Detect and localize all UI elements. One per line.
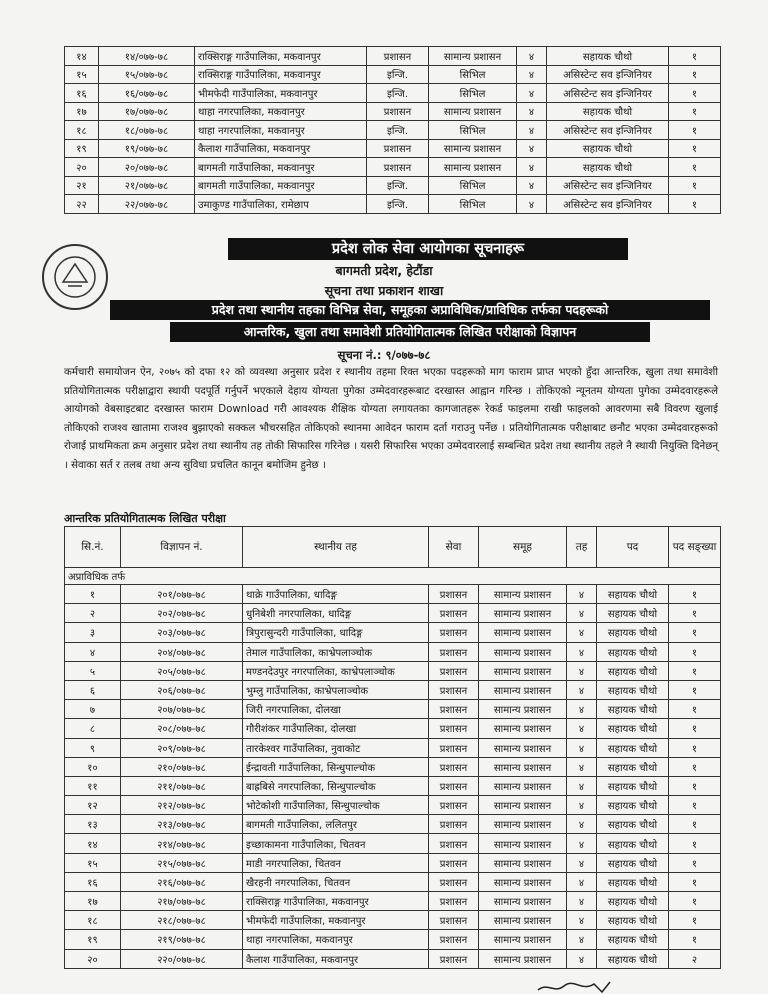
table-cell: इन्जि. (367, 65, 429, 84)
table-cell: बागमती गाउँपालिका, ललितपुर (243, 815, 429, 834)
table-cell: सहायक चौथो (597, 834, 669, 853)
table-cell: बागमती गाउँपालिका, मकवानपुर (195, 176, 367, 195)
table-cell: सहायक चौथो (547, 158, 669, 177)
table-cell: इन्जि. (367, 84, 429, 103)
table-cell: १५ (65, 853, 121, 872)
table-cell: १ (669, 158, 721, 177)
table-cell: १ (669, 815, 721, 834)
section-label: आन्तरिक प्रतियोगितात्मक लिखित परीक्षा (64, 512, 226, 525)
table-cell: सहायक चौथो (597, 623, 669, 642)
table-cell: २२/०७७-७८ (99, 195, 195, 214)
table-cell: २१६/०७७-७८ (121, 872, 243, 891)
table-row (65, 776, 721, 795)
table-cell: इच्छाकामना गाउँपालिका, चितवन (243, 834, 429, 853)
table-cell: सामान्य प्रशासन (479, 661, 567, 680)
notice-body-paragraph: कर्मचारी समायोजन ऐन, २०७५ को दफा १२ को व्यवस्था अनुसार प्रदेश र स्थानीय तहमा रिक्त भएका पदहरूको माग फाराम प्राप्त भएको हुँदा आन्तरिक, खुला तथा समावेशी प्रतियोगितात्मक परीक्षाद्वारा स्थायी पदपूर्ति गर्नुपर्ने भएकाले देहाय योग्यता पुगेका उम्मेदवारहरूबाट दरखास्त आह्वान गरिन्छ । तोकिएको न्यूनतम योग्यता पुगेका उम्मेदवारहरूले आयोगको वेबसाइटबाट दरखास्त फाराम Download गरी आवश्यक शैक्षिक योग्यता लगायतका कागजातहरू रेकर्ड फाइलमा राखी फाइलको आवरणमा सबै विवरण खुलाई तोकिएको राजश्व खातामा राजश्व बुझाएको सक्कल भौचरसहित तोकिएको स्थानमा आवेदन फाराम दर्ता गराउनु पर्नेछ । प्रतियोगितात्मक परीक्षाबाट छनौट भएका उम्मेदवारहरूको रोजाई प्राथमिकता क्रम अनुसार प्रदेश तथा स्थानीय तह तोकी सिफारिस गरिनेछ । यसरी सिफारिस भएका उम्मेदवारलाई सम्बन्धित प्रदेश तथा स्थानीय तहले नै स्थायी नियुक्ति दिनेछन् । सेवाका सर्त र तलब तथा अन्य सुविधा प्रचलित कानून बमोजिम हुनेछ । (64, 367, 718, 471)
table-cell: असिस्टेन्ट सव इन्जिनियर (547, 65, 669, 84)
table-cell: ४ (567, 604, 597, 623)
table-cell: सहायक चौथो (547, 102, 669, 121)
table-cell: प्रशासन (429, 834, 479, 853)
table-cell: सहायक चौथो (547, 47, 669, 66)
table-cell: १ (669, 872, 721, 891)
table-cell: तारकेश्वर गाउँपालिका, नुवाकोट (243, 738, 429, 757)
table-cell: सहायक चौथो (597, 930, 669, 949)
table-row (65, 815, 721, 834)
table-cell: बाह्रबिसे नगरपालिका, सिन्धुपाल्चोक (243, 776, 429, 795)
table-cell: १ (65, 585, 121, 604)
table-cell: सामान्य प्रशासन (479, 872, 567, 891)
table-row (65, 623, 721, 642)
table-cell: थाहा नगरपालिका, मकवानपुर (243, 930, 429, 949)
table-cell: सहायक चौथो (597, 585, 669, 604)
table-cell: राक्सिराङ्ग गाउँपालिका, मकवानपुर (195, 47, 367, 66)
signature-mark-icon (536, 980, 626, 994)
table-cell: इन्जि. (367, 195, 429, 214)
table-cell: सामान्य प्रशासन (479, 930, 567, 949)
table-cell: १ (669, 911, 721, 930)
table-row (65, 604, 721, 623)
table-cell: ४ (517, 47, 547, 66)
table-cell: १ (669, 195, 721, 214)
table-cell: ४ (567, 642, 597, 661)
table-cell: सहायक चौथो (597, 757, 669, 776)
table-cell: प्रशासन (367, 139, 429, 158)
table-cell: ४ (567, 738, 597, 757)
table-cell: १६ (65, 84, 99, 103)
table-cell: ४ (517, 176, 547, 195)
table-row (65, 661, 721, 680)
table-cell: १४ (65, 47, 99, 66)
table-cell: सिभिल (429, 65, 517, 84)
main-vacancy-table (64, 526, 721, 969)
column-header: पद (597, 527, 669, 568)
table-cell: सहायक चौथो (597, 853, 669, 872)
table-cell: सामान्य प्रशासन (479, 796, 567, 815)
table-cell: प्रशासन (429, 738, 479, 757)
table-row (65, 834, 721, 853)
heading-secondary: आन्तरिक, खुला तथा समावेशी प्रतियोगितात्मक लिखित परीक्षाको विज्ञापन (170, 322, 650, 342)
table-cell: ४ (567, 853, 597, 872)
table-cell: सामान्य प्रशासन (479, 738, 567, 757)
table-cell: सहायक चौथो (597, 796, 669, 815)
table-cell: सामान्य प्रशासन (479, 757, 567, 776)
table-cell: थाहा नगरपालिका, मकवानपुर (195, 121, 367, 140)
table-row (65, 47, 721, 66)
table-cell: २ (65, 604, 121, 623)
table-cell: १ (669, 102, 721, 121)
table-cell: २०५/०७७-७८ (121, 661, 243, 680)
table-cell: असिस्टेन्ट सव इन्जिनियर (547, 195, 669, 214)
table-cell: सामान्य प्रशासन (479, 604, 567, 623)
table-row (65, 700, 721, 719)
table-row (65, 796, 721, 815)
table-cell: जिरी नगरपालिका, दोलखा (243, 700, 429, 719)
table-cell: १ (669, 661, 721, 680)
table-cell: ४ (567, 930, 597, 949)
column-header: स्थानीय तह (243, 527, 429, 568)
table-cell: उमाकुण्ड गाउँपालिका, रामेछाप (195, 195, 367, 214)
top-continuation-table (64, 46, 721, 214)
table-cell: २१४/०७७-७८ (121, 834, 243, 853)
table-cell: धुनिबेशी नगरपालिका, धादिङ्ग (243, 604, 429, 623)
column-header: सि.नं. (65, 527, 121, 568)
table-cell: ४ (517, 102, 547, 121)
table-cell: प्रशासन (429, 815, 479, 834)
table-cell: माडी नगरपालिका, चितवन (243, 853, 429, 872)
notice-title: प्रदेश लोक सेवा आयोगका सूचनाहरू (228, 238, 628, 260)
table-cell: ईन्द्रावती गाउँपालिका, सिन्धुपाल्चोक (243, 757, 429, 776)
table-cell: सहायक चौथो (597, 700, 669, 719)
table-cell: १६/०७७-७८ (99, 84, 195, 103)
table-cell: प्रशासन (429, 796, 479, 815)
table-row (65, 680, 721, 699)
table-cell: भीमफेदी गाउँपालिका, मकवानपुर (195, 84, 367, 103)
column-header: सेवा (429, 527, 479, 568)
table-cell: सिभिल (429, 176, 517, 195)
table-cell: सहायक चौथो (597, 949, 669, 968)
table-row (65, 911, 721, 930)
table-cell: ४ (65, 642, 121, 661)
table-cell: १७/०७७-७८ (99, 102, 195, 121)
table-cell: सामान्य प्रशासन (479, 911, 567, 930)
table-cell: २०८/०७७-७८ (121, 719, 243, 738)
table-row (65, 892, 721, 911)
table-row (65, 719, 721, 738)
table-cell: कैलाश गाउँपालिका, मकवानपुर (195, 139, 367, 158)
table-cell: सामान्य प्रशासन (479, 853, 567, 872)
table-cell: २१९/०७७-७८ (121, 930, 243, 949)
table-row (65, 853, 721, 872)
table-cell: १ (669, 47, 721, 66)
table-cell: सामान्य प्रशासन (429, 102, 517, 121)
table-cell: सामान्य प्रशासन (479, 680, 567, 699)
table-cell: १३ (65, 815, 121, 834)
table-cell: असिस्टेन्ट सव इन्जिनियर (547, 121, 669, 140)
table-cell: इन्जि. (367, 121, 429, 140)
table-cell: १ (669, 719, 721, 738)
table-cell: प्रशासन (429, 700, 479, 719)
subheading-cell: अप्राविधिक तर्फ (65, 568, 721, 585)
table-cell: सहायक चौथो (597, 911, 669, 930)
table-cell: सामान्य प्रशासन (479, 892, 567, 911)
table-cell: सामान्य प्रशासन (479, 700, 567, 719)
table-cell: ४ (517, 139, 547, 158)
table-cell: १ (669, 892, 721, 911)
table-cell: १४/०७७-७८ (99, 47, 195, 66)
table-cell: सहायक चौथो (597, 642, 669, 661)
table-cell: प्रशासन (367, 47, 429, 66)
table-cell: भीमफेदी गाउँपालिका, मकवानपुर (243, 911, 429, 930)
table-cell: ३ (65, 623, 121, 642)
table-row (65, 642, 721, 661)
table-cell: १६ (65, 872, 121, 891)
table-cell: सामान्य प्रशासन (429, 139, 517, 158)
table-cell: १० (65, 757, 121, 776)
table-cell: १ (669, 604, 721, 623)
table-cell: सामान्य प्रशासन (429, 158, 517, 177)
table-cell: सामान्य प्रशासन (479, 815, 567, 834)
table-cell: १ (669, 700, 721, 719)
table-cell: थाक्रे गाउँपालिका, धादिङ्ग (243, 585, 429, 604)
table-cell: खैरहनी नगरपालिका, चितवन (243, 872, 429, 891)
table-cell: सहायक चौथो (597, 604, 669, 623)
table-cell: ४ (517, 121, 547, 140)
table-cell: इन्जि. (367, 176, 429, 195)
table-cell: ४ (567, 776, 597, 795)
table-cell: राक्सिराङ्ग गाउँपालिका, मकवानपुर (243, 892, 429, 911)
table-cell: सहायक चौथो (547, 139, 669, 158)
table-cell: प्रशासन (429, 949, 479, 968)
table-cell: सामान्य प्रशासन (479, 719, 567, 738)
table-row (65, 757, 721, 776)
table-cell: १ (669, 121, 721, 140)
table-cell: १८/०७७-७८ (99, 121, 195, 140)
table-cell: ५ (65, 661, 121, 680)
table-cell: सहायक चौथो (597, 872, 669, 891)
table-cell: सामान्य प्रशासन (479, 776, 567, 795)
table-cell: प्रशासन (429, 872, 479, 891)
table-cell: तेमाल गाउँपालिका, काभ्रेपलाञ्चोक (243, 642, 429, 661)
table-cell: ९ (65, 738, 121, 757)
table-cell: गौरीशंकर गाउँपालिका, दोलखा (243, 719, 429, 738)
table-cell: कैलाश गाउँपालिका, मकवानपुर (243, 949, 429, 968)
table-cell: १९/०७७-७८ (99, 139, 195, 158)
table-cell: सामान्य प्रशासन (429, 47, 517, 66)
table-cell: सहायक चौथो (597, 776, 669, 795)
branch-line: सूचना तथा प्रकाशन शाखा (324, 283, 444, 298)
table-cell: १८ (65, 911, 121, 930)
table-cell: सहायक चौथो (597, 680, 669, 699)
table-cell: असिस्टेन्ट सव इन्जिनियर (547, 176, 669, 195)
table-row (65, 738, 721, 757)
table-cell: ४ (517, 158, 547, 177)
table-cell: १७ (65, 102, 99, 121)
table-cell: बागमती गाउँपालिका, मकवानपुर (195, 158, 367, 177)
table-cell: प्रशासन (429, 604, 479, 623)
table-row (65, 930, 721, 949)
table-cell: २१०/०७७-७८ (121, 757, 243, 776)
table-cell: सामान्य प्रशासन (479, 834, 567, 853)
heading-primary: प्रदेश तथा स्थानीय तहका विभिन्न सेवा, समूहका अप्राविधिक/प्राविधिक तर्फका पदहरूको (110, 300, 710, 320)
table-cell: सहायक चौथो (597, 661, 669, 680)
table-cell: ४ (567, 700, 597, 719)
table-cell: २११/०७७-७८ (121, 776, 243, 795)
table-cell: १२ (65, 796, 121, 815)
table-cell: १९ (65, 930, 121, 949)
table-cell: ४ (567, 949, 597, 968)
table-cell: सहायक चौथो (597, 815, 669, 834)
table-cell: २० (65, 158, 99, 177)
table-cell: प्रशासन (429, 680, 479, 699)
table-cell: ४ (567, 834, 597, 853)
table-cell: प्रशासन (429, 757, 479, 776)
table-cell: ४ (567, 719, 597, 738)
table-cell: प्रशासन (429, 892, 479, 911)
table-cell: प्रशासन (429, 853, 479, 872)
table-row (65, 585, 721, 604)
table-cell: २१२/०७७-७८ (121, 796, 243, 815)
table-cell: प्रशासन (429, 930, 479, 949)
table-cell: २१/०७७-७८ (99, 176, 195, 195)
table-cell: ४ (567, 872, 597, 891)
table-cell: ४ (517, 84, 547, 103)
table-cell: सिभिल (429, 84, 517, 103)
table-cell: प्रशासन (429, 585, 479, 604)
table-cell: २२०/०७७-७८ (121, 949, 243, 968)
table-cell: ६ (65, 680, 121, 699)
table-cell: ४ (567, 680, 597, 699)
table-cell: १ (669, 834, 721, 853)
table-cell: प्रशासन (429, 719, 479, 738)
table-cell: सहायक चौथो (597, 892, 669, 911)
table-row (65, 84, 721, 103)
table-cell: १ (669, 796, 721, 815)
table-cell: प्रशासन (367, 158, 429, 177)
table-cell: १ (669, 757, 721, 776)
table-cell: १ (669, 776, 721, 795)
table-cell: ४ (567, 585, 597, 604)
table-cell: प्रशासन (429, 776, 479, 795)
column-header: तह (567, 527, 597, 568)
table-cell: त्रिपुरासुन्दरी गाउँपालिका, धादिङ्ग (243, 623, 429, 642)
table-cell: २०९/०७७-७८ (121, 738, 243, 757)
table-cell: ११ (65, 776, 121, 795)
table-cell: २१५/०७७-७८ (121, 853, 243, 872)
table-cell: १ (669, 84, 721, 103)
table-cell: प्रशासन (429, 623, 479, 642)
table-cell: ४ (567, 911, 597, 930)
table-cell: २०/०७७-७८ (99, 158, 195, 177)
table-cell: १ (669, 642, 721, 661)
table-cell: २०४/०७७-७८ (121, 642, 243, 661)
table-cell: १८ (65, 121, 99, 140)
table-cell: १ (669, 623, 721, 642)
table-cell: १५/०७७-७८ (99, 65, 195, 84)
table-row (65, 121, 721, 140)
table-cell: १४ (65, 834, 121, 853)
notice-number: सूचना नं.: ९/०७७-७८ (337, 348, 431, 362)
table-cell: २१८/०७७-७८ (121, 911, 243, 930)
table-cell: १ (669, 585, 721, 604)
table-row (65, 176, 721, 195)
table-cell: २०६/०७७-७८ (121, 680, 243, 699)
table-cell: १ (669, 65, 721, 84)
table-cell: २०७/०७७-७८ (121, 700, 243, 719)
table-row (65, 139, 721, 158)
table-cell: ४ (567, 796, 597, 815)
table-cell: सामान्य प्रशासन (479, 642, 567, 661)
column-header: समूह (479, 527, 567, 568)
table-cell: सिभिल (429, 195, 517, 214)
table-cell: १७ (65, 892, 121, 911)
table-cell: ४ (567, 623, 597, 642)
table-cell: २०१/०७७-७८ (121, 585, 243, 604)
table-row (65, 102, 721, 121)
table-cell: ४ (567, 661, 597, 680)
table-cell: प्रशासन (429, 642, 479, 661)
table-cell: २१७/०७७-७८ (121, 892, 243, 911)
table-cell: २०२/०७७-७८ (121, 604, 243, 623)
table-cell: मण्डनदेउपुर नगरपालिका, काभ्रेपलाञ्चोक (243, 661, 429, 680)
table-cell: सहायक चौथो (597, 738, 669, 757)
table-cell: सामान्य प्रशासन (479, 585, 567, 604)
table-cell: १९ (65, 139, 99, 158)
table-cell: थाहा नगरपालिका, मकवानपुर (195, 102, 367, 121)
table-row (65, 158, 721, 177)
table-cell: ४ (517, 65, 547, 84)
table-cell: सिभिल (429, 121, 517, 140)
region-line: बागमती प्रदेश, हेटौंडा (335, 263, 433, 278)
column-header: विज्ञापन नं. (121, 527, 243, 568)
table-cell: भोटेकोशी गाउँपालिका, सिन्धुपाल्चोक (243, 796, 429, 815)
table-cell: १ (669, 176, 721, 195)
table-cell: प्रशासन (429, 911, 479, 930)
table-cell: ४ (517, 195, 547, 214)
table-cell: असिस्टेन्ट सव इन्जिनियर (547, 84, 669, 103)
table-cell: १५ (65, 65, 99, 84)
table-cell: १ (669, 680, 721, 699)
table-cell: प्रशासन (367, 102, 429, 121)
table-cell: २० (65, 949, 121, 968)
table-cell: सामान्य प्रशासन (479, 623, 567, 642)
table-cell: २२ (65, 195, 99, 214)
table-row (65, 872, 721, 891)
table-cell: १ (669, 853, 721, 872)
column-header: पद सङ्ख्या (669, 527, 721, 568)
table-cell: ४ (567, 757, 597, 776)
table-cell: ८ (65, 719, 121, 738)
table-cell: ४ (567, 892, 597, 911)
table-cell: ७ (65, 700, 121, 719)
table-cell: १ (669, 139, 721, 158)
table-cell: भुम्लु गाउँपालिका, काभ्रेपलाञ्चोक (243, 680, 429, 699)
table-cell: २१३/०७७-७८ (121, 815, 243, 834)
table-cell: १ (669, 930, 721, 949)
table-cell: १ (669, 738, 721, 757)
table-cell: सामान्य प्रशासन (479, 949, 567, 968)
table-cell: २१ (65, 176, 99, 195)
table-cell: २०३/०७७-७८ (121, 623, 243, 642)
table-header-row (65, 527, 721, 568)
table-cell: सहायक चौथो (597, 719, 669, 738)
table-row (65, 195, 721, 214)
table-cell: २ (669, 949, 721, 968)
table-row (65, 65, 721, 84)
subheading-row (65, 568, 721, 585)
table-row (65, 949, 721, 968)
table-cell: प्रशासन (429, 661, 479, 680)
table-cell: राक्सिराङ्ग गाउँपालिका, मकवानपुर (195, 65, 367, 84)
table-cell: ४ (567, 815, 597, 834)
